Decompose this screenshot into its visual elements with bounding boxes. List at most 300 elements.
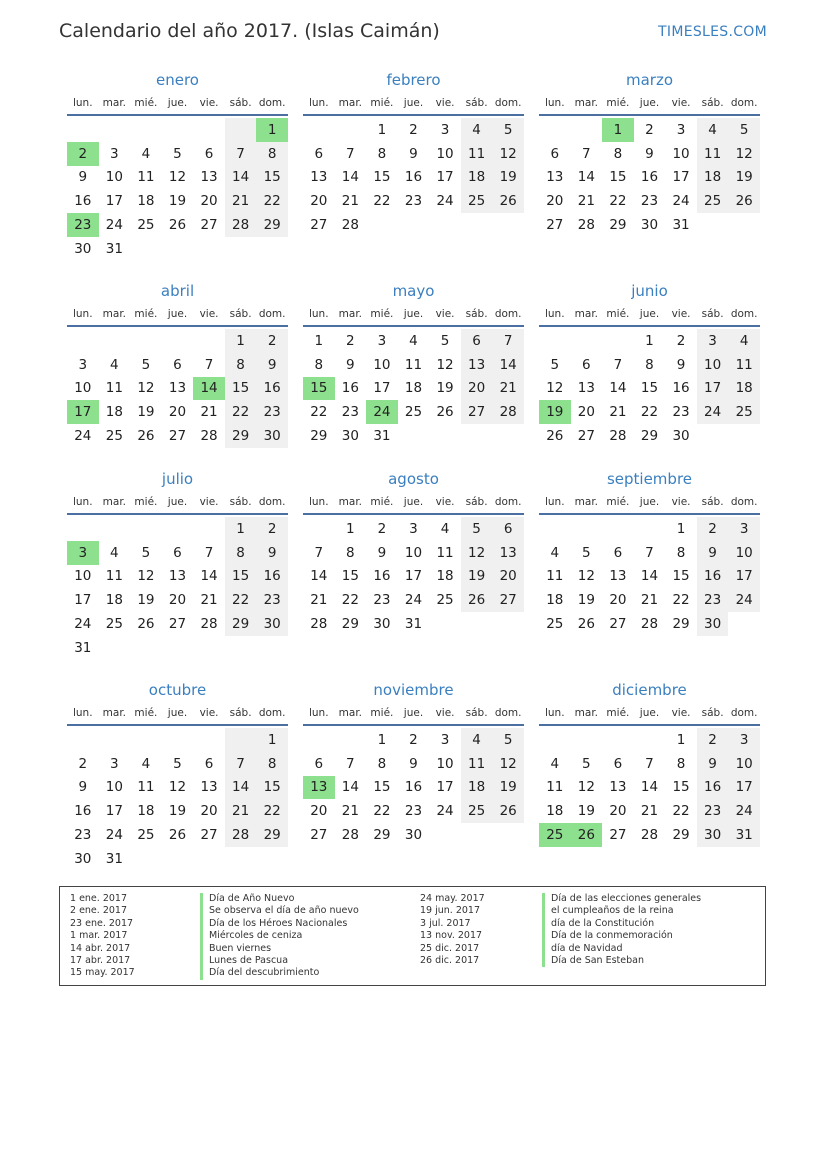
month-julio [67,469,288,660]
day-cell: 14 [341,779,359,796]
day-grid [303,118,524,237]
day-cell: 6 [173,356,182,373]
empty-cell [429,612,461,636]
day-cell: 24 [366,400,398,424]
day-cell: 20 [492,565,524,589]
weekday-label: dom. [258,496,286,508]
day-cell: 6 [613,755,623,772]
weekday-header [67,491,288,515]
day-cell: 9 [346,356,355,373]
day-cell: 22 [373,803,391,820]
day-cell: 10 [728,752,760,776]
day-cell: 22 [672,803,690,820]
day-cell: 6 [314,145,324,162]
day-cell: 24 [105,217,123,234]
day-grid [303,329,524,448]
empty-cell [492,612,524,636]
weekday-label: mié. [606,496,630,508]
day-cell: 27 [609,827,627,844]
weekday-label: vie. [435,97,455,109]
day-cell: 4 [697,118,729,142]
weekday-label: jue. [167,707,188,719]
empty-cell [571,118,603,142]
day-cell: 26 [492,189,524,213]
weekday-label: sáb. [701,707,724,719]
day-cell: 19 [728,166,760,190]
day-cell: 3 [440,731,450,748]
day-grid [539,728,760,847]
day-cell: 14 [640,779,659,796]
month-name: agosto [388,470,439,488]
empty-cell [728,612,760,636]
empty-cell [130,118,162,142]
weekday-header [303,92,524,116]
day-cell: 8 [676,755,686,772]
day-cell: 5 [461,517,493,541]
day-cell: 14 [200,568,218,585]
day-cell: 15 [640,380,659,397]
day-cell: 26 [728,189,760,213]
empty-cell [99,517,131,541]
day-cell: 17 [373,380,391,397]
holiday-name: Día de las elecciones generales [542,893,701,905]
weekday-label: sáb. [229,308,252,320]
holiday-name: día de la Constitución [542,918,701,930]
day-cell: 17 [697,377,729,401]
day-cell: 29 [672,616,690,633]
legend-dates-right [420,893,485,967]
day-cell: 20 [546,193,564,210]
day-cell: 28 [225,823,257,847]
day-cell: 24 [672,193,690,210]
day-cell: 12 [577,779,595,796]
weekday-label: vie. [671,308,691,320]
month-name: julio [161,470,194,488]
day-cell: 16 [256,565,288,589]
day-cell: 12 [492,752,524,776]
day-cell: 14 [193,377,225,401]
weekday-header [303,702,524,726]
day-cell: 9 [256,353,288,377]
weekday-header [303,491,524,515]
day-cell: 16 [74,803,92,820]
day-cell: 4 [440,520,450,537]
day-cell: 9 [409,755,418,772]
day-cell: 12 [168,779,187,796]
day-cell: 30 [256,424,288,448]
empty-cell [193,517,225,541]
empty-cell [539,118,571,142]
day-cell: 21 [609,404,627,421]
day-cell: 15 [373,779,391,796]
empty-cell [130,847,162,871]
empty-cell [539,728,571,752]
holiday-date: 1 ene. 2017 [70,893,127,904]
holiday-date: 17 abr. 2017 [70,955,131,967]
day-cell: 15 [672,779,690,796]
day-cell: 13 [609,779,627,796]
empty-cell [539,329,571,353]
empty-cell [162,636,194,660]
day-cell: 1 [602,118,634,142]
day-cell: 18 [137,193,155,210]
day-cell: 27 [168,616,187,633]
day-cell: 16 [373,568,391,585]
day-cell: 24 [74,616,92,633]
day-grid [67,517,288,660]
empty-cell [162,517,194,541]
holiday-date: 2 ene. 2017 [70,905,127,917]
empty-cell [461,823,493,847]
day-cell: 7 [225,142,257,166]
empty-cell [602,728,634,752]
weekday-label: lun. [544,496,565,508]
day-cell: 5 [173,145,182,162]
day-cell: 9 [697,541,729,565]
day-cell: 19 [492,166,524,190]
day-cell: 25 [436,592,454,609]
day-cell: 18 [461,166,493,190]
empty-cell [303,517,335,541]
day-cell: 17 [105,803,123,820]
day-cell: 27 [461,400,493,424]
day-cell: 27 [492,588,524,612]
day-cell: 1 [225,517,257,541]
day-cell: 11 [105,380,123,397]
day-cell: 21 [341,803,359,820]
day-cell: 30 [404,827,423,844]
weekday-label: jue. [639,707,660,719]
day-cell: 26 [168,827,187,844]
day-cell: 10 [105,169,123,186]
month-name: junio [631,282,668,300]
month-septiembre [539,469,760,636]
day-cell: 4 [141,755,151,772]
day-cell: 18 [105,592,123,609]
day-cell: 14 [310,568,328,585]
day-cell: 29 [640,428,659,445]
empty-cell [162,329,194,353]
day-cell: 9 [645,145,654,162]
day-cell: 31 [672,217,690,234]
day-cell: 22 [672,592,690,609]
day-cell: 14 [225,776,257,800]
empty-cell [602,517,634,541]
empty-cell [461,213,493,237]
weekday-label: jue. [403,97,424,109]
weekday-label: mié. [370,308,394,320]
day-cell: 2 [256,329,288,353]
day-cell: 21 [640,803,659,820]
weekday-label: lun. [308,496,329,508]
day-cell: 29 [609,217,627,234]
day-cell: 22 [373,193,391,210]
day-cell: 21 [640,592,659,609]
day-cell: 5 [141,356,151,373]
empty-cell [225,118,257,142]
day-cell: 12 [577,568,595,585]
day-cell: 12 [728,142,760,166]
holiday-legend [59,886,766,986]
empty-cell [225,847,257,871]
day-cell: 30 [373,616,391,633]
weekday-label: sáb. [465,496,488,508]
month-name: diciembre [612,681,687,699]
holiday-name: Día del descubrimiento [200,967,359,979]
empty-cell [697,213,729,237]
empty-cell [225,237,257,261]
day-cell: 13 [168,568,187,585]
day-cell: 26 [436,404,454,421]
day-cell: 13 [310,169,328,186]
day-cell: 7 [314,544,324,561]
weekday-label: mar. [574,496,599,508]
day-cell: 27 [310,217,328,234]
weekday-label: mié. [134,707,158,719]
day-cell: 10 [672,145,690,162]
day-cell: 16 [697,565,729,589]
weekday-label: lun. [544,707,565,719]
day-cell: 24 [404,592,423,609]
month-agosto [303,469,524,636]
day-cell: 21 [200,592,218,609]
day-cell: 31 [105,240,123,257]
day-cell: 20 [168,404,187,421]
weekday-label: lun. [308,308,329,320]
day-cell: 31 [105,850,123,867]
day-cell: 3 [110,755,119,772]
day-cell: 23 [256,400,288,424]
day-cell: 23 [697,799,729,823]
day-cell: 25 [137,827,155,844]
legend-names-right [542,893,701,967]
day-grid [67,118,288,261]
empty-cell [193,118,225,142]
empty-cell [728,213,760,237]
day-cell: 30 [697,823,729,847]
empty-cell [303,728,335,752]
day-cell: 1 [225,329,257,353]
weekday-label: jue. [167,308,188,320]
brand-link[interactable]: TIMESLES.COM [658,24,767,40]
empty-cell [303,118,335,142]
day-cell: 25 [105,428,123,445]
day-cell: 2 [256,517,288,541]
weekday-label: lun. [72,496,93,508]
weekday-label: sáb. [701,308,724,320]
day-grid [67,329,288,448]
day-cell: 5 [582,544,591,561]
weekday-header [67,92,288,116]
day-cell: 17 [436,779,454,796]
day-cell: 5 [582,755,591,772]
weekday-label: jue. [639,496,660,508]
weekday-label: dom. [258,707,286,719]
day-grid [303,517,524,636]
holiday-date: 25 dic. 2017 [420,942,480,954]
day-cell: 8 [645,356,654,373]
day-cell: 13 [200,779,218,796]
day-cell: 24 [728,588,760,612]
day-cell: 8 [346,544,355,561]
weekday-header [303,303,524,327]
empty-cell [571,329,603,353]
day-cell: 15 [225,377,257,401]
month-mayo [303,281,524,448]
day-cell: 31 [373,428,391,445]
month-febrero [303,70,524,237]
day-cell: 19 [577,803,595,820]
day-cell: 22 [225,588,257,612]
weekday-label: jue. [639,308,660,320]
empty-cell [193,636,225,660]
empty-cell [602,329,634,353]
day-cell: 11 [697,142,729,166]
day-cell: 27 [546,217,564,234]
day-cell: 9 [256,541,288,565]
day-cell: 28 [640,827,659,844]
weekday-label: mar. [574,97,599,109]
page-title: Calendario del año 2017. (Islas Caimán) [59,20,440,42]
day-cell: 15 [256,776,288,800]
weekday-label: mar. [338,97,363,109]
day-cell: 28 [577,217,595,234]
holiday-date: 13 nov. 2017 [420,930,483,942]
weekday-label: lun. [72,707,93,719]
empty-cell [492,823,524,847]
day-cell: 23 [640,193,659,210]
weekday-label: jue. [403,308,424,320]
month-name: noviembre [373,681,454,699]
day-cell: 16 [74,193,92,210]
empty-cell [193,847,225,871]
day-cell: 11 [461,752,493,776]
day-cell: 24 [436,193,454,210]
weekday-label: sáb. [229,707,252,719]
empty-cell [492,213,524,237]
day-cell: 1 [256,118,288,142]
day-cell: 2 [676,332,686,349]
day-cell: 4 [461,118,493,142]
day-cell: 27 [168,428,187,445]
day-grid [67,728,288,871]
weekday-label: sáb. [465,97,488,109]
weekday-label: vie. [671,496,691,508]
empty-cell [398,424,430,448]
day-cell: 18 [461,776,493,800]
day-cell: 28 [341,827,359,844]
day-cell: 11 [436,544,454,561]
day-cell: 15 [373,169,391,186]
day-cell: 29 [341,616,359,633]
day-cell: 2 [697,728,729,752]
weekday-label: mié. [606,308,630,320]
month-diciembre [539,680,760,847]
weekday-label: sáb. [465,308,488,320]
day-cell: 14 [341,169,359,186]
empty-cell [225,636,257,660]
holiday-name: Día de San Esteban [542,955,701,967]
empty-cell [67,728,99,752]
day-cell: 6 [492,517,524,541]
day-cell: 30 [640,217,659,234]
day-cell: 7 [582,145,591,162]
weekday-label: dom. [494,496,522,508]
day-cell: 28 [200,428,218,445]
day-cell: 4 [728,329,760,353]
day-cell: 14 [225,166,257,190]
empty-cell [634,728,666,752]
day-cell: 9 [78,779,88,796]
day-cell: 7 [645,544,654,561]
day-cell: 27 [577,428,595,445]
weekday-label: dom. [730,308,758,320]
day-cell: 22 [256,799,288,823]
day-cell: 19 [461,565,493,589]
day-cell: 6 [550,145,560,162]
day-cell: 18 [728,377,760,401]
day-cell: 11 [546,779,564,796]
day-cell: 2 [67,142,99,166]
day-cell: 17 [672,169,690,186]
day-cell: 5 [728,118,760,142]
empty-cell [429,424,461,448]
weekday-label: mié. [134,97,158,109]
empty-cell [130,728,162,752]
weekday-label: sáb. [701,97,724,109]
day-cell: 24 [74,428,92,445]
day-cell: 4 [550,755,560,772]
weekday-label: mar. [102,97,127,109]
weekday-header [539,702,760,726]
day-cell: 13 [200,169,218,186]
day-grid [303,728,524,847]
day-cell: 28 [310,616,328,633]
day-cell: 16 [697,776,729,800]
day-cell: 31 [404,616,423,633]
weekday-label: dom. [258,97,286,109]
day-cell: 17 [74,592,92,609]
day-cell: 31 [74,639,92,656]
weekday-label: mié. [606,707,630,719]
day-cell: 30 [341,428,359,445]
day-cell: 7 [645,755,654,772]
day-cell: 20 [310,193,328,210]
day-cell: 21 [492,377,524,401]
day-cell: 25 [404,404,423,421]
day-cell: 23 [341,404,359,421]
holiday-name: Lunes de Pascua [200,955,359,967]
day-cell: 30 [697,612,729,636]
weekday-label: mar. [338,496,363,508]
holiday-name: Día de la conmemoración [542,930,701,942]
day-cell: 9 [409,145,418,162]
weekday-label: sáb. [701,496,724,508]
day-cell: 8 [225,353,257,377]
weekday-header [539,303,760,327]
day-cell: 7 [613,356,623,373]
weekday-label: mar. [102,707,127,719]
day-cell: 15 [341,568,359,585]
day-cell: 26 [461,588,493,612]
day-cell: 16 [341,380,359,397]
day-cell: 14 [640,568,659,585]
empty-cell [335,728,367,752]
day-cell: 8 [377,145,387,162]
day-cell: 28 [640,616,659,633]
day-cell: 20 [168,592,187,609]
holiday-date: 26 dic. 2017 [420,955,480,967]
